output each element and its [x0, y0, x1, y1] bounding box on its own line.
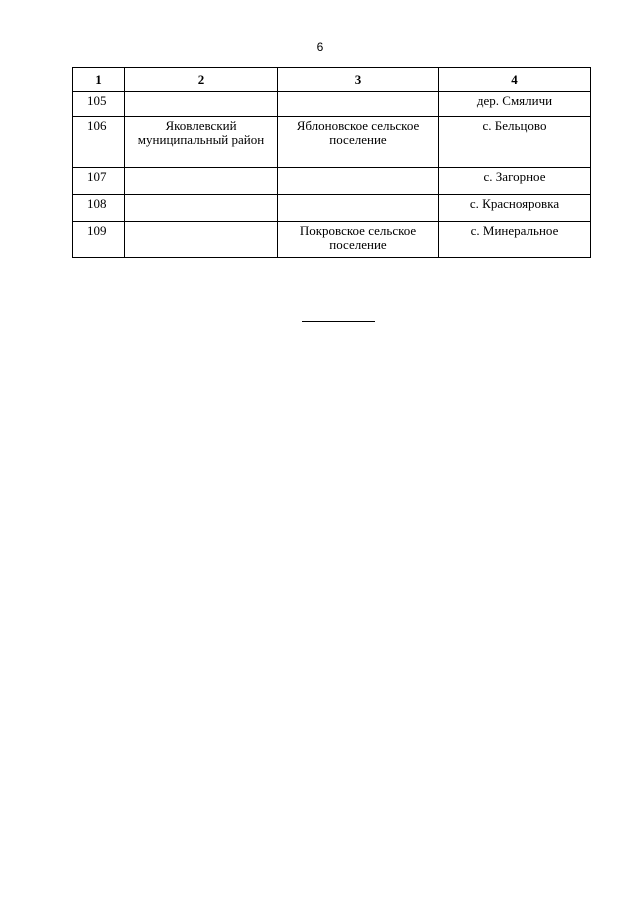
- locality-cell: с. Минеральное: [439, 222, 591, 258]
- end-of-document-rule: [302, 321, 375, 322]
- locality-cell: дер. Смяличи: [439, 92, 591, 117]
- district-cell: [125, 195, 278, 222]
- table-row: [73, 195, 591, 222]
- column-header-1: 1: [73, 68, 125, 92]
- settlement-cell: [278, 168, 439, 195]
- page-number: 6: [316, 40, 324, 54]
- column-header-3: 3: [278, 68, 439, 92]
- row-number-cell: 107: [73, 168, 125, 195]
- locality-cell: с. Бельцово: [439, 117, 591, 168]
- settlement-cell: [278, 92, 439, 117]
- district-cell: Яковлевский муниципальный район: [125, 117, 278, 168]
- column-header-2: 2: [125, 68, 278, 92]
- district-cell: [125, 168, 278, 195]
- locality-cell: с. Краснояровка: [439, 195, 591, 222]
- column-header-4: 4: [439, 68, 591, 92]
- table-row: [73, 168, 591, 195]
- settlement-cell: Покровское сельское поселение: [278, 222, 439, 258]
- settlements-table: [72, 67, 591, 258]
- table-row: [73, 92, 591, 117]
- table-row: [73, 117, 591, 168]
- district-cell: [125, 222, 278, 258]
- settlement-cell: Яблоновское сельское поселение: [278, 117, 439, 168]
- settlement-cell: [278, 195, 439, 222]
- table-header-row: [73, 68, 591, 92]
- row-number-cell: 105: [73, 92, 125, 117]
- table-row: [73, 222, 591, 258]
- locality-cell: с. Загорное: [439, 168, 591, 195]
- row-number-cell: 108: [73, 195, 125, 222]
- row-number-cell: 106: [73, 117, 125, 168]
- row-number-cell: 109: [73, 222, 125, 258]
- district-cell: [125, 92, 278, 117]
